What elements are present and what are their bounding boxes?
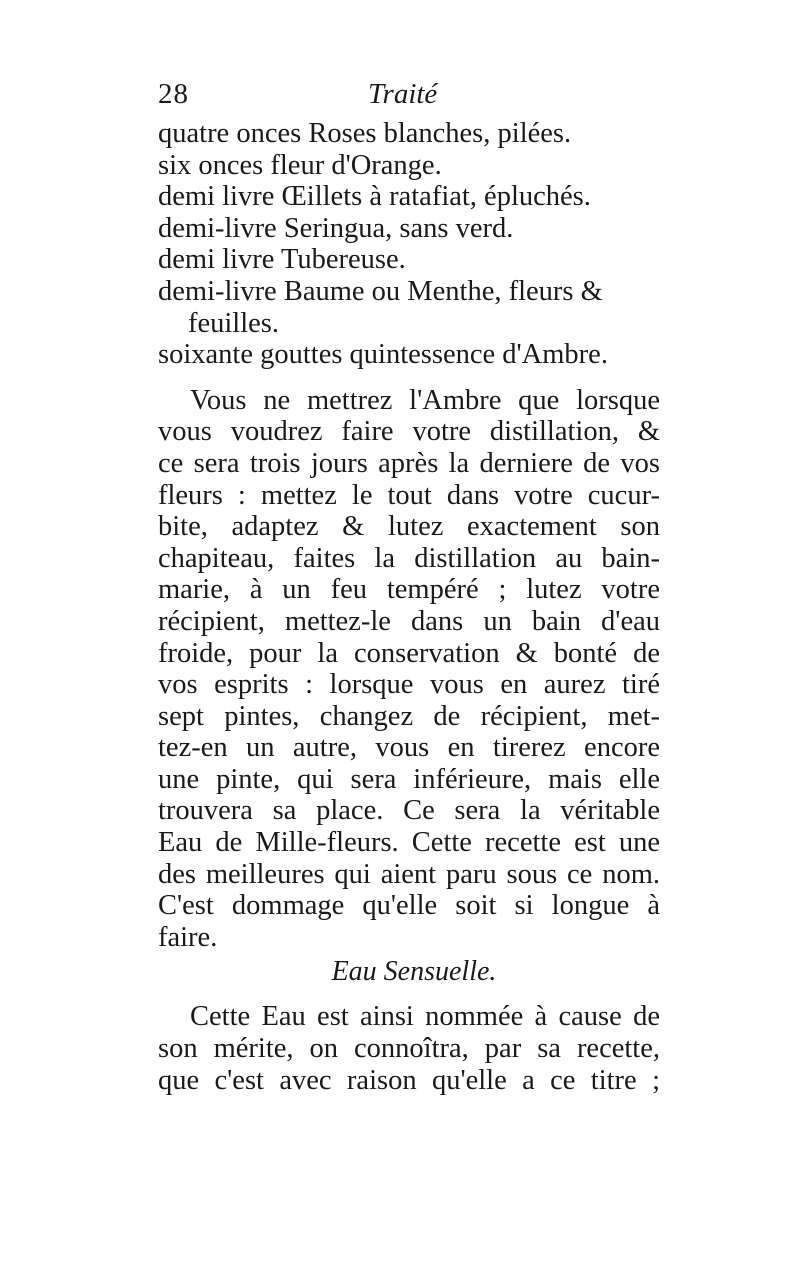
section-heading: Eau Sensuelle.: [331, 956, 497, 988]
book-page: [158, 78, 660, 1096]
ingredient-line: demi livre Tubereuse.: [158, 244, 406, 276]
text-line: une pinte, qui sera inférieure, mais elle: [158, 763, 660, 795]
text-line: faire.: [158, 921, 218, 953]
text-line: fleurs : mettez le tout dans votre cucur-: [158, 479, 660, 511]
ingredient-list: [158, 118, 660, 371]
text-line: bite, adaptez & lutez exactement son: [158, 511, 660, 543]
text-line: tez-en un autre, vous en tirerez encore: [158, 732, 660, 764]
ingredient-line: demi-livre Baume ou Menthe, fleurs &: [158, 275, 603, 307]
ingredient-line-continuation: feuilles.: [188, 307, 280, 339]
text-line: marie, à un feu tempéré ; lutez votre: [158, 574, 660, 606]
text-line: vous voudrez faire votre distillation, &: [158, 416, 660, 448]
text-line: des meilleures qui aient paru sous ce nom.: [158, 858, 660, 890]
text-line: Eau de Mille-fleurs. Cette recette est une: [158, 827, 660, 859]
text-line: C'est dommage qu'elle soit si longue à: [158, 890, 660, 922]
text-line: trouvera sa place. Ce sera la véritable: [158, 795, 660, 827]
ingredient-line: demi livre Œillets à ratafiat, épluchés.: [158, 181, 591, 213]
text-line: Cette Eau est ainsi nommée à cause de: [190, 1001, 660, 1033]
running-title: Traité: [368, 78, 438, 110]
text-line: que c'est avec raison qu'elle a ce titre ;: [158, 1064, 660, 1096]
ingredient-line: six onces fleur d'Orange.: [158, 149, 442, 181]
paragraph-description: [158, 1001, 660, 1096]
text-line: récipient, mettez-le dans un bain d'eau: [158, 605, 660, 637]
page-number: 28: [158, 78, 189, 110]
ingredient-line: soixante gouttes quintessence d'Ambre.: [158, 339, 608, 371]
text-line: froide, pour la conservation & bonté de: [158, 637, 660, 669]
ingredient-line: quatre onces Roses blanches, pilées.: [158, 118, 572, 149]
text-line: Vous ne mettrez l'Ambre que lorsque: [190, 384, 660, 416]
text-line: vos esprits : lorsque vous en aurez tiré: [158, 669, 660, 701]
paragraph-instructions: [158, 385, 660, 954]
ingredient-line: demi-livre Seringua, sans verd.: [158, 212, 514, 244]
text-line: son mérite, on connoîtra, par sa recette,: [158, 1033, 660, 1065]
text-line: chapiteau, faites la distillation au bain-: [158, 542, 660, 574]
text-line: sept pintes, changez de récipient, met-: [158, 700, 660, 732]
text-line: ce sera trois jours après la derniere de vos: [158, 447, 660, 479]
running-head: [158, 78, 660, 118]
